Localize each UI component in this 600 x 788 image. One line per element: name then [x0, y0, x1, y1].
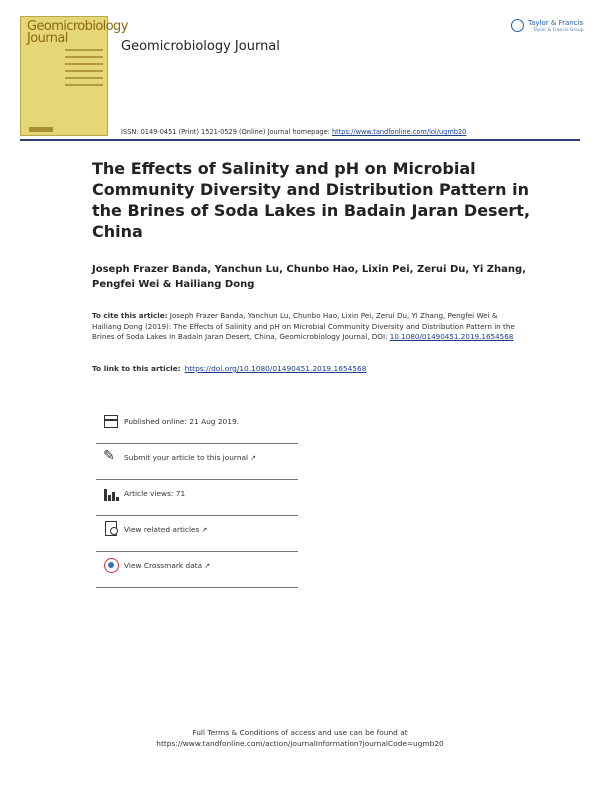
external-link-icon: ↗: [201, 526, 208, 534]
related-articles-label: View related articles: [124, 525, 200, 534]
footer-terms-link[interactable]: https://www.tandfonline.com/action/journalInformation?journalCode=ugmb20: [156, 739, 444, 748]
crossmark-label: View Crossmark data: [124, 561, 203, 570]
article-title: The Effects of Salinity and pH on Microbial Community Diversity and Distribution Pattern in the Brines of Soda Lakes in Badain Jaran Desert, China: [92, 159, 531, 241]
related-articles-link[interactable]: [124, 525, 207, 534]
publisher-tagline: Taylor & Francis Group: [533, 28, 584, 33]
footer-terms-text: Full Terms & Conditions of access and use can be found at: [192, 728, 408, 737]
external-link-icon: ↗: [204, 562, 211, 570]
crossmark-icon: [100, 555, 118, 573]
article-info-box: [96, 408, 298, 588]
header-divider: [20, 139, 580, 141]
article-views-item: [96, 480, 298, 516]
article-doi-link[interactable]: https://doi.org/10.1080/01490451.2019.1654568: [184, 364, 367, 373]
cover-title: Geomicrobiology Journal: [27, 19, 128, 46]
link-to-article: [92, 364, 366, 373]
citation-block: [92, 311, 522, 343]
article-views-text: Article views: 71: [124, 489, 186, 498]
cover-decoration: [65, 49, 103, 91]
crossmark-item[interactable]: [96, 552, 298, 588]
journal-title: Geomicrobiology Journal: [121, 39, 280, 54]
journal-homepage-link[interactable]: https://www.tandfonline.com/loi/ugmb20: [331, 128, 467, 136]
issn-text: ISSN: 0149-0451 (Print) 1521-0529 (Online) Journal homepage:: [121, 128, 332, 136]
submit-article-label: Submit your article to this journal: [124, 453, 249, 462]
issn-line: [121, 128, 466, 136]
external-link-icon: ↗: [250, 454, 256, 462]
publisher-logo-icon: [511, 19, 524, 32]
citation-doi-link[interactable]: 10.1080/01490451.2019.1654568: [389, 332, 514, 342]
citation-label: To cite this article:: [92, 311, 168, 320]
footer: [0, 727, 600, 749]
submit-article-link[interactable]: [124, 453, 256, 462]
publisher-logo[interactable]: [511, 17, 583, 39]
crossmark-link[interactable]: [124, 561, 210, 570]
bar-chart-icon: [100, 483, 118, 501]
link-label: To link to this article:: [92, 364, 181, 373]
published-online-item: [96, 408, 298, 444]
calendar-icon: [100, 411, 118, 429]
published-online-text: Published online: 21 Aug 2019.: [124, 417, 240, 426]
related-articles-icon: [100, 519, 118, 537]
article-authors: Joseph Frazer Banda, Yanchun Lu, Chunbo Hao, Lixin Pei, Zerui Du, Yi Zhang, Pengfei Wei & Hailiang Dong: [92, 264, 526, 290]
publisher-name: Taylor & Francis: [528, 19, 584, 27]
cover-badge: [29, 127, 53, 132]
journal-cover-image: [20, 16, 128, 136]
edit-icon: ✎: [103, 448, 115, 464]
citation-text: Joseph Frazer Banda, Yanchun Lu, Chunbo Hao, Lixin Pei, Zerui Du, Yi Zhang, Pengfei Wei & Hailiang Dong (2019): The Effects of Salinity and pH on Microbial Community Diversity and Distribution Pattern in the Brines of Soda Lakes in Badain Jaran Desert, China, Geomicrobiology Journal, DOI:: [92, 311, 515, 342]
submit-article-item[interactable]: [96, 444, 298, 480]
related-articles-item[interactable]: [96, 516, 298, 552]
